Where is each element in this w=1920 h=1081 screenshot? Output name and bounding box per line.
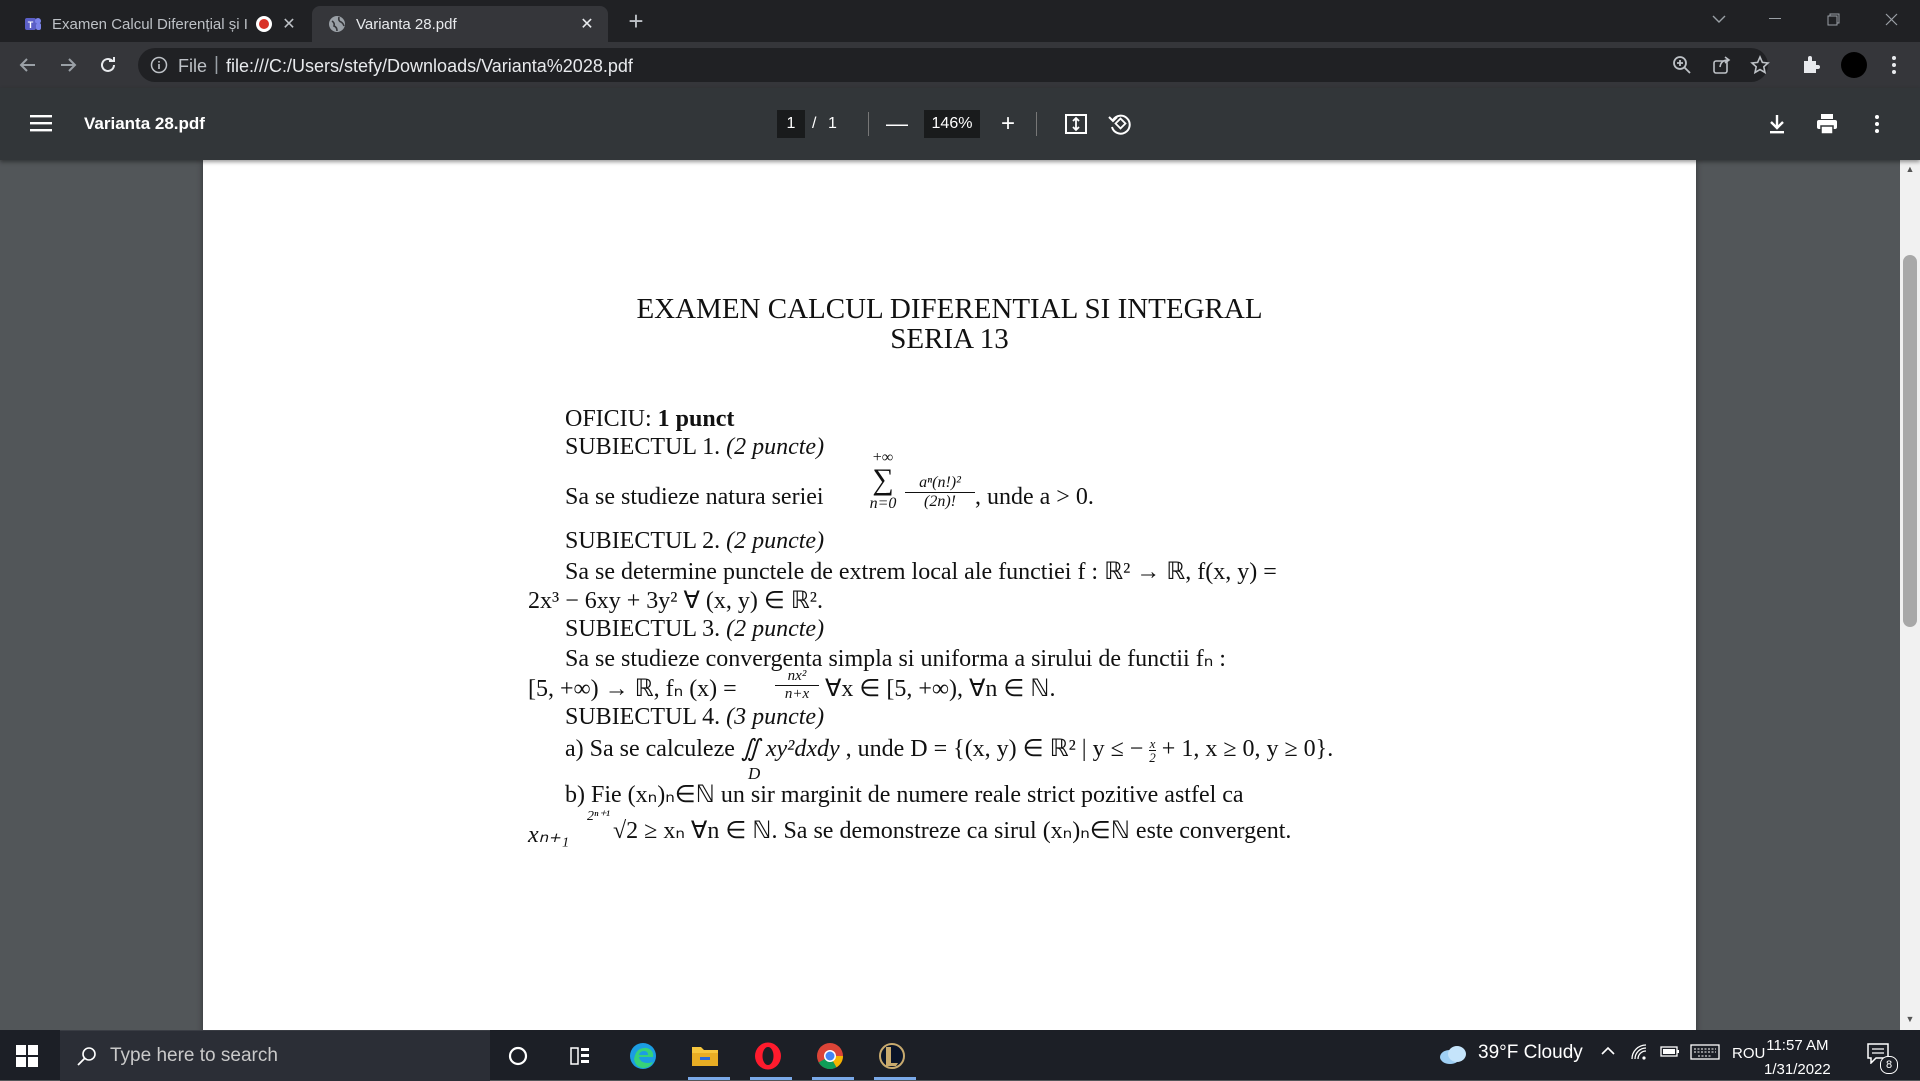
tab-examen[interactable] (8, 6, 310, 42)
profile-avatar[interactable] (1841, 52, 1867, 78)
title-line-2: SERIA 13 (890, 323, 1009, 355)
new-tab-button[interactable]: + (628, 6, 644, 36)
s3-fraction (775, 668, 819, 703)
s3-line-2-pre: [5, +∞) → ℝ, fₙ (x) = (528, 676, 737, 702)
info-icon[interactable] (150, 56, 168, 74)
notifications-icon[interactable] (1866, 1042, 1894, 1070)
close-window-icon[interactable] (1868, 0, 1914, 38)
s4b-root-index: 2ⁿ⁺¹ (587, 809, 610, 824)
edge-icon[interactable] (627, 1040, 659, 1072)
subiectul-2-label: SUBIECTUL 2. (565, 528, 721, 554)
s4b-line-2-post: √2 ≥ xₙ ∀n ∈ ℕ. Sa se demonstreze ca sirul (xₙ)ₙ∈ℕ este convergent. (613, 818, 1292, 844)
s3-line-2-post: ∀x ∈ [5, +∞), ∀n ∈ ℕ. (825, 676, 1056, 702)
globe-icon (328, 15, 346, 33)
address-bar[interactable] (138, 48, 1768, 82)
fit-page-icon[interactable] (1063, 111, 1089, 137)
minimize-icon[interactable] (1752, 0, 1798, 38)
s4a-half-fraction (1149, 737, 1156, 764)
browser-menu-icon[interactable] (1882, 53, 1906, 77)
sum-symbol: +∞ ∑ n=0 (863, 450, 903, 514)
subiectul-3-label: SUBIECTUL 3. (565, 616, 721, 642)
s4a-half-num: x (1149, 735, 1156, 751)
subiectul-1-text (565, 484, 824, 511)
vertical-scrollbar[interactable] (1900, 160, 1920, 1030)
weather-cloud-icon[interactable] (1438, 1042, 1468, 1071)
subiectul-3-points: (2 puncte) (726, 616, 825, 642)
s1-fraction (905, 474, 975, 511)
system-clock[interactable] (1764, 1036, 1831, 1080)
s4a-half-den: 2 (1149, 749, 1156, 765)
bookmark-star-icon[interactable] (1750, 55, 1770, 75)
tab-varianta[interactable] (312, 6, 608, 42)
url-scheme: File (178, 56, 208, 76)
page-separator: / (812, 115, 817, 132)
pdf-more-options-icon[interactable] (1864, 111, 1890, 137)
wifi-icon[interactable] (1630, 1043, 1650, 1065)
zoom-in-button[interactable]: + (1000, 110, 1015, 137)
search-icon (76, 1045, 96, 1065)
page-total: 1 (828, 115, 837, 132)
s3-line-1: Sa se studieze convergenta simpla si uniforma a sirului de functii fₙ : (565, 646, 1226, 672)
subiectul-2-heading (565, 528, 824, 555)
download-icon[interactable] (1764, 111, 1790, 137)
weather-text[interactable]: 39°F Cloudy (1478, 1042, 1583, 1063)
title-line-1: EXAMEN CALCUL DIFERENTIAL SI INTEGRAL (636, 293, 1263, 325)
s4a-set-pre: {(x, y) ∈ ℝ² | y ≤ − (953, 736, 1144, 762)
tab-title: Examen Calcul Diferențial și I (52, 15, 248, 33)
s4a-pre: a) Sa se calculeze (565, 736, 735, 762)
pdf-viewer[interactable] (0, 160, 1900, 1030)
taskbar-search-box[interactable] (60, 1030, 490, 1081)
toolbar-divider (1036, 112, 1037, 136)
s4a-domain: D (748, 764, 761, 783)
subiectul-1-heading (565, 434, 824, 461)
pdf-toolbar (0, 88, 1920, 160)
s4a-integral: ∬ xy²dxdy (740, 736, 840, 762)
pdf-filename: Varianta 28.pdf (84, 114, 205, 133)
close-icon[interactable]: ✕ (282, 16, 296, 33)
teams-icon (24, 15, 42, 33)
share-icon[interactable] (1712, 55, 1732, 75)
zoom-icon[interactable] (1672, 55, 1692, 75)
s1-frac-num: aⁿ(n!)² (905, 474, 975, 493)
s4b-line-1: b) Fie (xₙ)ₙ∈ℕ un sir marginit de numere reale strict pozitive astfel ca (565, 782, 1244, 808)
toolbar-divider (868, 112, 869, 136)
subiectul-4-points: (3 puncte) (726, 704, 825, 730)
close-icon[interactable]: ✕ (580, 16, 594, 33)
page-number-input[interactable]: 1 (777, 110, 805, 138)
scrollbar-thumb[interactable] (1903, 255, 1917, 627)
keyboard-icon[interactable] (1690, 1043, 1720, 1065)
url-text[interactable]: file:///C:/Users/stefy/Downloads/Varianta%2028.pdf (226, 56, 633, 76)
battery-icon[interactable] (1660, 1043, 1680, 1063)
file-explorer-icon[interactable] (689, 1040, 721, 1072)
subiectul-1-points: (2 puncte) (726, 434, 825, 460)
clock-date: 1/31/2022 (1764, 1061, 1831, 1078)
print-icon[interactable] (1814, 111, 1840, 137)
s4a-mid: , unde D = (845, 736, 948, 762)
s1-frac-den: (2n)! (924, 493, 956, 510)
subiectul-4-heading (565, 704, 824, 731)
rotate-icon[interactable] (1107, 111, 1133, 137)
oficiu-points: 1 punct (657, 406, 735, 432)
task-view-icon[interactable] (564, 1040, 596, 1072)
document-title (203, 294, 1696, 354)
s2-line-2: 2x³ − 6xy + 3y² ∀ (x, y) ∈ ℝ². (528, 588, 823, 614)
windows-taskbar (0, 1030, 1920, 1080)
scroll-up-icon[interactable]: ▲ (1905, 164, 1915, 174)
oficiu-label: OFICIU: (565, 406, 652, 432)
tab-strip (0, 0, 1920, 42)
chrome-icon[interactable] (814, 1040, 846, 1072)
subiectul-3-heading (565, 616, 824, 643)
tab-title: Varianta 28.pdf (356, 15, 457, 33)
forward-button[interactable] (54, 51, 82, 79)
zoom-out-button[interactable]: — (886, 111, 908, 136)
s3-frac-num: nx² (775, 668, 819, 686)
extensions-icon[interactable] (1800, 53, 1824, 77)
reload-button[interactable] (94, 51, 122, 79)
browser-toolbar (0, 42, 1920, 88)
clock-time: 11:57 AM (1766, 1037, 1829, 1054)
sidebar-menu-icon[interactable] (30, 113, 54, 133)
tab-search-icon[interactable] (1696, 0, 1742, 38)
show-hidden-icons-icon[interactable] (1600, 1043, 1616, 1063)
url-separator: | (214, 54, 219, 75)
cortana-icon[interactable] (502, 1040, 534, 1072)
sum-upper-limit: +∞ (872, 449, 894, 466)
subiectul-4-label: SUBIECTUL 4. (565, 704, 721, 730)
s3-frac-den: n+x (784, 686, 810, 702)
subiectul-2-points: (2 puncte) (726, 528, 825, 554)
zoom-level-input[interactable]: 146% (924, 110, 980, 138)
svg-text:T: T (27, 20, 34, 30)
league-client-icon[interactable] (876, 1040, 908, 1072)
opera-icon[interactable] (752, 1040, 784, 1072)
back-button[interactable] (14, 51, 42, 79)
s1-text-pre: Sa se studieze natura seriei (565, 484, 824, 510)
s4a-line (565, 734, 1333, 764)
sum-lower-limit: n=0 (869, 495, 897, 512)
s2-line-1: Sa se determine punctele de extrem local ale functiei f : ℝ² → ℝ, f(x, y) = (565, 559, 1277, 585)
s4b-line-2-pre: xₙ₊₁ (528, 822, 570, 848)
s1-text-post: , unde a > 0. (975, 484, 1094, 510)
language-indicator[interactable]: ROU (1732, 1045, 1766, 1062)
notification-count-badge: 8 (1880, 1056, 1898, 1074)
recording-icon (256, 16, 272, 32)
oficiu-line (565, 406, 734, 433)
pdf-page (203, 160, 1696, 1030)
windows-start-icon[interactable] (14, 1043, 40, 1069)
search-placeholder: Type here to search (110, 1045, 278, 1066)
subiectul-1-label: SUBIECTUL 1. (565, 434, 721, 460)
s4a-set-post: + 1, x ≥ 0, y ≥ 0}. (1161, 736, 1334, 762)
restore-icon[interactable] (1810, 0, 1856, 38)
scroll-down-icon[interactable]: ▼ (1905, 1014, 1915, 1024)
